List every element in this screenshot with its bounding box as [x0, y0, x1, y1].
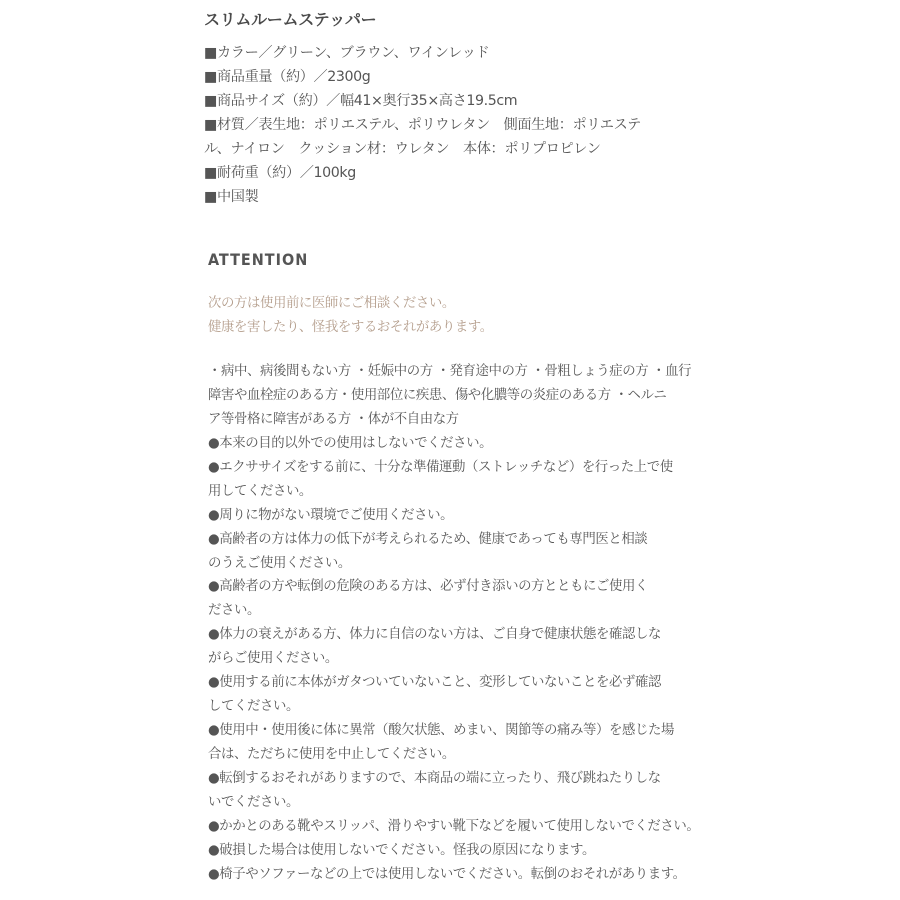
product-title: スリムルームステッパー — [204, 10, 377, 29]
caution-line: ださい。 — [208, 603, 260, 619]
caution-line: ●転倒するおそれがありますので、本商品の端に立ったり、飛び跳ねたりしな — [208, 770, 661, 786]
caution-line: ●エクササイズをする前に、十分な準備運動（ストレッチなど）を行った上で使 — [208, 459, 673, 475]
caution-line: ・病中、病後間もない方 ・妊娠中の方 ・発育途中の方 ・骨粗しょう症の方 ・血行 — [208, 364, 692, 379]
caution-line: ●使用中・使用後に体に異常（酸欠状態、めまい、関節等の痛み等）を感じた場 — [208, 723, 674, 739]
caution-line: ●高齢者の方は体力の低下が考えられるため、健康であっても専門医と相談 — [208, 531, 648, 547]
caution-line: のうえご使用ください。 — [208, 555, 351, 571]
attention-heading: ATTENTION — [208, 250, 309, 269]
notice-line: 健康を害したり、怪我をするおそれがあります。 — [208, 320, 493, 335]
caution-line: 合は、ただちに使用を中止してください。 — [208, 747, 455, 762]
caution-line: 用してください。 — [208, 483, 312, 499]
spec-line: ル、ナイロン クッション材：ウレタン 本体：ポリプロピレン — [204, 141, 601, 157]
spec-line: ■カラー／グリーン、ブラウン、ワインレッド — [204, 45, 490, 61]
caution-line: ●かかとのある靴やスリッパ、滑りやすい靴下などを履いて使用しないでください。 — [208, 818, 700, 834]
caution-line: ●周りに物がない環境でご使用ください。 — [208, 507, 454, 523]
caution-line: ●椅子やソファーなどの上では使用しないでください。転倒のおそれがあります。 — [208, 866, 686, 882]
caution-line: がらご使用ください。 — [208, 651, 338, 667]
spec-line: ■材質／表生地：ポリエステル、ポリウレタン 側面生地：ポリエステ — [204, 117, 641, 133]
caution-line: いでください。 — [208, 794, 299, 810]
caution-line: ●高齢者の方や転倒の危険のある方は、必ず付き添いの方とともにご使用く — [208, 579, 648, 595]
caution-line: ●本来の目的以外での使用はしないでください。 — [208, 435, 493, 451]
spec-line: ■中国製 — [204, 189, 259, 205]
caution-line: ●破損した場合は使用しないでください。怪我の原因になります。 — [208, 842, 595, 858]
caution-list — [208, 360, 699, 887]
spec-line: ■商品重量（約）／2300g — [204, 69, 371, 85]
notice-line: 次の方は使用前に医師にご相談ください。 — [208, 296, 455, 311]
caution-line: してください。 — [208, 699, 299, 715]
caution-line: ア等骨格に障害がある方 ・体が不自由な方 — [208, 411, 459, 427]
doctor-notice — [208, 292, 493, 340]
caution-line: 障害や血栓症のある方・使用部位に疾患、傷や化膿等の炎症のある方 ・ヘルニ — [208, 387, 667, 403]
spec-line: ■商品サイズ（約）／幅41×奥行35×高さ19.5cm — [204, 93, 518, 109]
caution-line: ●体力の衰えがある方、体力に自信のない方は、ご自身で健康状態を確認しな — [208, 627, 661, 643]
caution-line: ●使用する前に本体がガタついていないこと、変形していないことを必ず確認 — [208, 675, 661, 691]
spec-line: ■耐荷重（約）／100kg — [204, 165, 356, 181]
spec-list — [204, 41, 641, 209]
